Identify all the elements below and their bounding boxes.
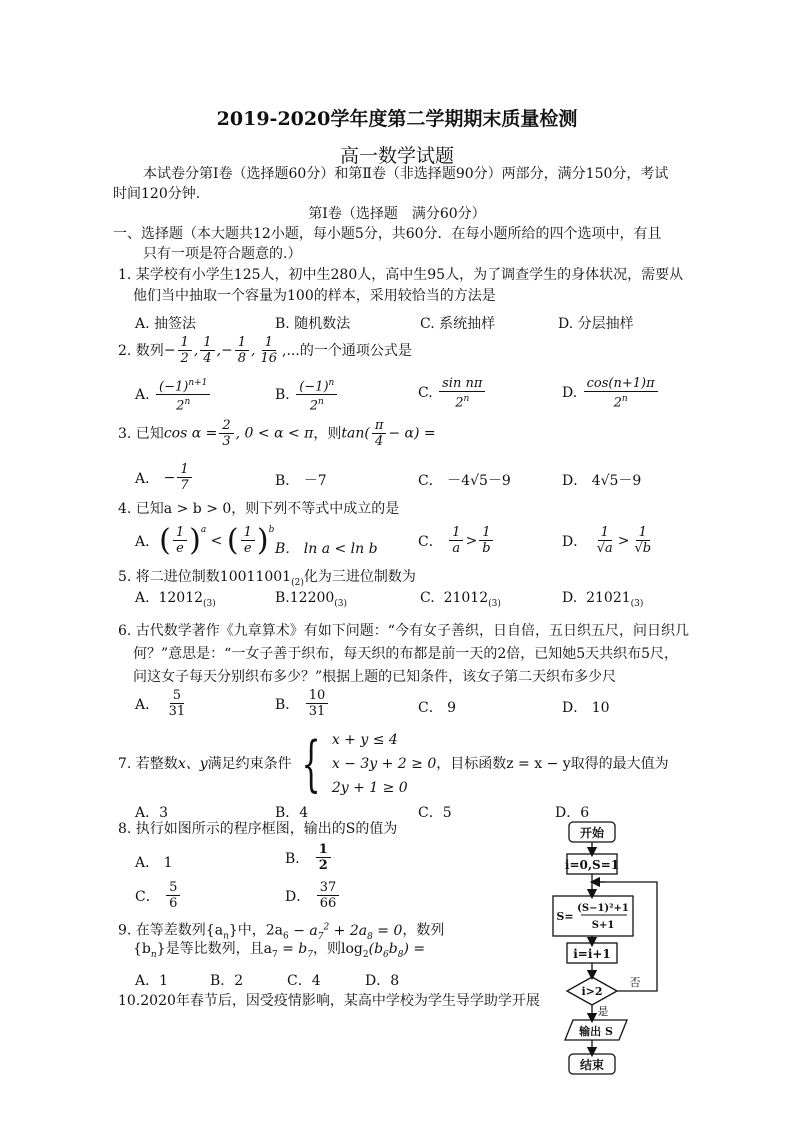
q4-stem: 4. 已知a > b > 0，则下列不等式中成立的是 [118, 501, 400, 517]
q5-option-a: A. $12012_{(3)}$ [135, 590, 216, 609]
q3-option-d: D． 4√5－9 [562, 473, 642, 489]
q4-option-a: A． ( $\frac{1}{e}$ ) $^a$ < ( $\frac{1}{e}$ ) $^b$ [135, 522, 275, 558]
page-title: 2019-2020学年度第二学期期末质量检测 [216, 108, 578, 130]
flow-output-label: 输出 S [579, 1025, 613, 1038]
q7-option-d: D．6 [555, 805, 590, 821]
section-instructions-2: 只有一项是符合题意的.） [143, 246, 302, 262]
q2-option-d: D. $\frac{\cos(n+1)\pi}{2^n}$ [562, 376, 660, 410]
q7-constraint-3: 2y + 1 ≥ 0 [331, 780, 408, 796]
q6-option-b: B． $\frac{10}{31}$ [275, 688, 330, 719]
q9-line-2: $\{b_n\}$是等比数列，且$a_7 = b_7$，则$\log_2(b_6b_8)$ = [133, 941, 426, 960]
q1-option-d: D. 分层抽样 [558, 316, 634, 332]
q6-option-a: A． $\frac{5}{31}$ [135, 688, 186, 719]
q9-option-c: C．4 [287, 973, 321, 989]
q5-option-d: D. $21021_{(3)}$ [562, 590, 644, 609]
q10-line-1: 10.2020年春节后，因受疫情影响，某高中学校为学生导学助学开展 [118, 993, 540, 1009]
q4-option-c: C． $\frac{1}{a}$ > $\frac{1}{b}$ [418, 525, 496, 556]
q7-constraint-2: x − 3y + 2 ≥ 0 [331, 756, 437, 772]
flow-update-i-label: i=i+1 [573, 947, 611, 961]
q9-line-1: 9. 在等差数列$\{a_n\}$中，$2a_6 - a_7^2 + 2a_8 = 0$，数列 [118, 922, 445, 942]
q4-option-b: B． ln a < ln b [275, 541, 378, 557]
program-flowchart [545, 818, 670, 1078]
q9-option-b: B．2 [210, 973, 244, 989]
flow-init-label: i=0,S=1 [564, 858, 620, 872]
q7-stem: 7. 若整数 x、y 满足约束条件 { x + y ≤ 4 x − 3y + 2 ≥ 0 2y + 1 ≥ 0 ，目标函数z = x − y取得的最大值为 [118, 729, 669, 799]
q6-option-c: C． 9 [418, 700, 457, 716]
flow-update-s-label: S= [556, 910, 574, 923]
q9-option-d: D．8 [365, 973, 400, 989]
q6-option-d: D． 10 [562, 700, 610, 716]
q7-option-a: A．3 [135, 805, 169, 821]
q3-option-a: A． − $\frac{1}{7}$ [135, 462, 194, 493]
q2-option-c: C. $\frac{\text{sin nπ}}{2^n}$ [418, 376, 487, 410]
q1-option-a: A. 抽签法 [135, 316, 197, 332]
q6-line-3: 问这女子每天分别织布多少？”根据上题的已知条件，该女子第二天织布多少尺 [133, 669, 617, 685]
flow-end-label: 结束 [579, 1058, 605, 1072]
q5-stem: 5. 将二进位制数$10011001_{(2)}$化为三进位制数为 [118, 569, 416, 588]
q8-option-a: A． 1 [135, 855, 173, 871]
svg-text:S+1: S+1 [591, 920, 615, 931]
q5-option-b: $B.12200_{(3)}$ [275, 590, 348, 609]
intro-line-1: 本试卷分第Ⅰ卷（选择题60分）和第Ⅱ卷（非选择题90分）两部分，满分150分，考试 [143, 166, 669, 182]
q8-option-b: B． $\frac{1}{2}$ [285, 842, 333, 873]
q8-stem: 8. 执行如图所示的程序框图，输出的S的值为 [118, 821, 398, 837]
svg-text:(S−1)²+1: (S−1)²+1 [577, 903, 629, 914]
q7-constraint-1: x + y ≤ 4 [331, 732, 398, 748]
q1-option-c: C. 系统抽样 [420, 316, 496, 332]
q7-option-b: B．4 [275, 805, 309, 821]
q1-line-1: 1. 某学校有小学生125人，初中生280人，高中生95人，为了调查学生的身体状况，需要从 [118, 267, 684, 283]
page-subtitle: 高一数学试题 [339, 145, 454, 167]
q3-option-b: B． －7 [275, 473, 327, 489]
flow-condition-label: i>2 [581, 985, 603, 998]
q4-option-d: D． $\frac{1}{√a}$ > $\frac{1}{√b}$ [562, 525, 652, 556]
q5-option-c: C. $21012_{(3)}$ [420, 590, 501, 609]
q2-prefix: 2. 数列 [118, 342, 164, 359]
q9-option-a: A．1 [135, 973, 169, 989]
flow-yes-label: 是 [597, 1005, 609, 1018]
flow-start-label: 开始 [579, 826, 605, 840]
q3-stem: 3. 已知 cos α = $\frac{2}{3}$ , 0 < α < π ，则 tan( $\frac{\pi}{4}$ − α) = [118, 418, 436, 449]
q8-option-d: D． $\frac{37}{66}$ [285, 880, 341, 911]
section-instructions-1: 一、选择题（本大题共12小题，每小题5分，共60分．在每小题所给的四个选项中，有且 [113, 226, 662, 242]
q2-option-b: B. $\frac{(-1)^n}{2^n}$ [275, 376, 339, 414]
q6-line-2: 何？”意思是：“一女子善于织布，每天织的布都是前一天的2倍，已知她5天共织布5尺， [133, 646, 679, 662]
q2-option-a: A. $\frac{(-1)^{n+1}}{2^n}$ [135, 376, 212, 414]
q3-option-c: C． －4√5－9 [418, 473, 511, 489]
part1-heading: 第Ⅰ卷（选择题 满分60分） [308, 206, 486, 222]
q2-suffix: ,...的一个通项公式是 [282, 342, 412, 359]
q2-stem [118, 335, 412, 366]
q1-option-b: B. 随机数法 [275, 316, 351, 332]
q8-option-c: C． $\frac{5}{6}$ [135, 880, 182, 911]
flow-no-label: 否 [629, 976, 641, 989]
q2-sequence: − $\frac{1}{2}$ , $\frac{1}{4}$ ,− $\frac{1}{8}$ , $\frac{1}{16}$ [163, 335, 278, 366]
q7-option-c: C．5 [418, 805, 452, 821]
intro-line-2: 时间120分钟. [113, 186, 201, 202]
q6-line-1: 6. 古代数学著作《九章算术》有如下问题：“今有女子善织，日自倍，五日织五尺，问日织几 [118, 623, 689, 639]
q1-line-2: 他们当中抽取一个容量为100的样本，采用较恰当的方法是 [133, 288, 496, 304]
